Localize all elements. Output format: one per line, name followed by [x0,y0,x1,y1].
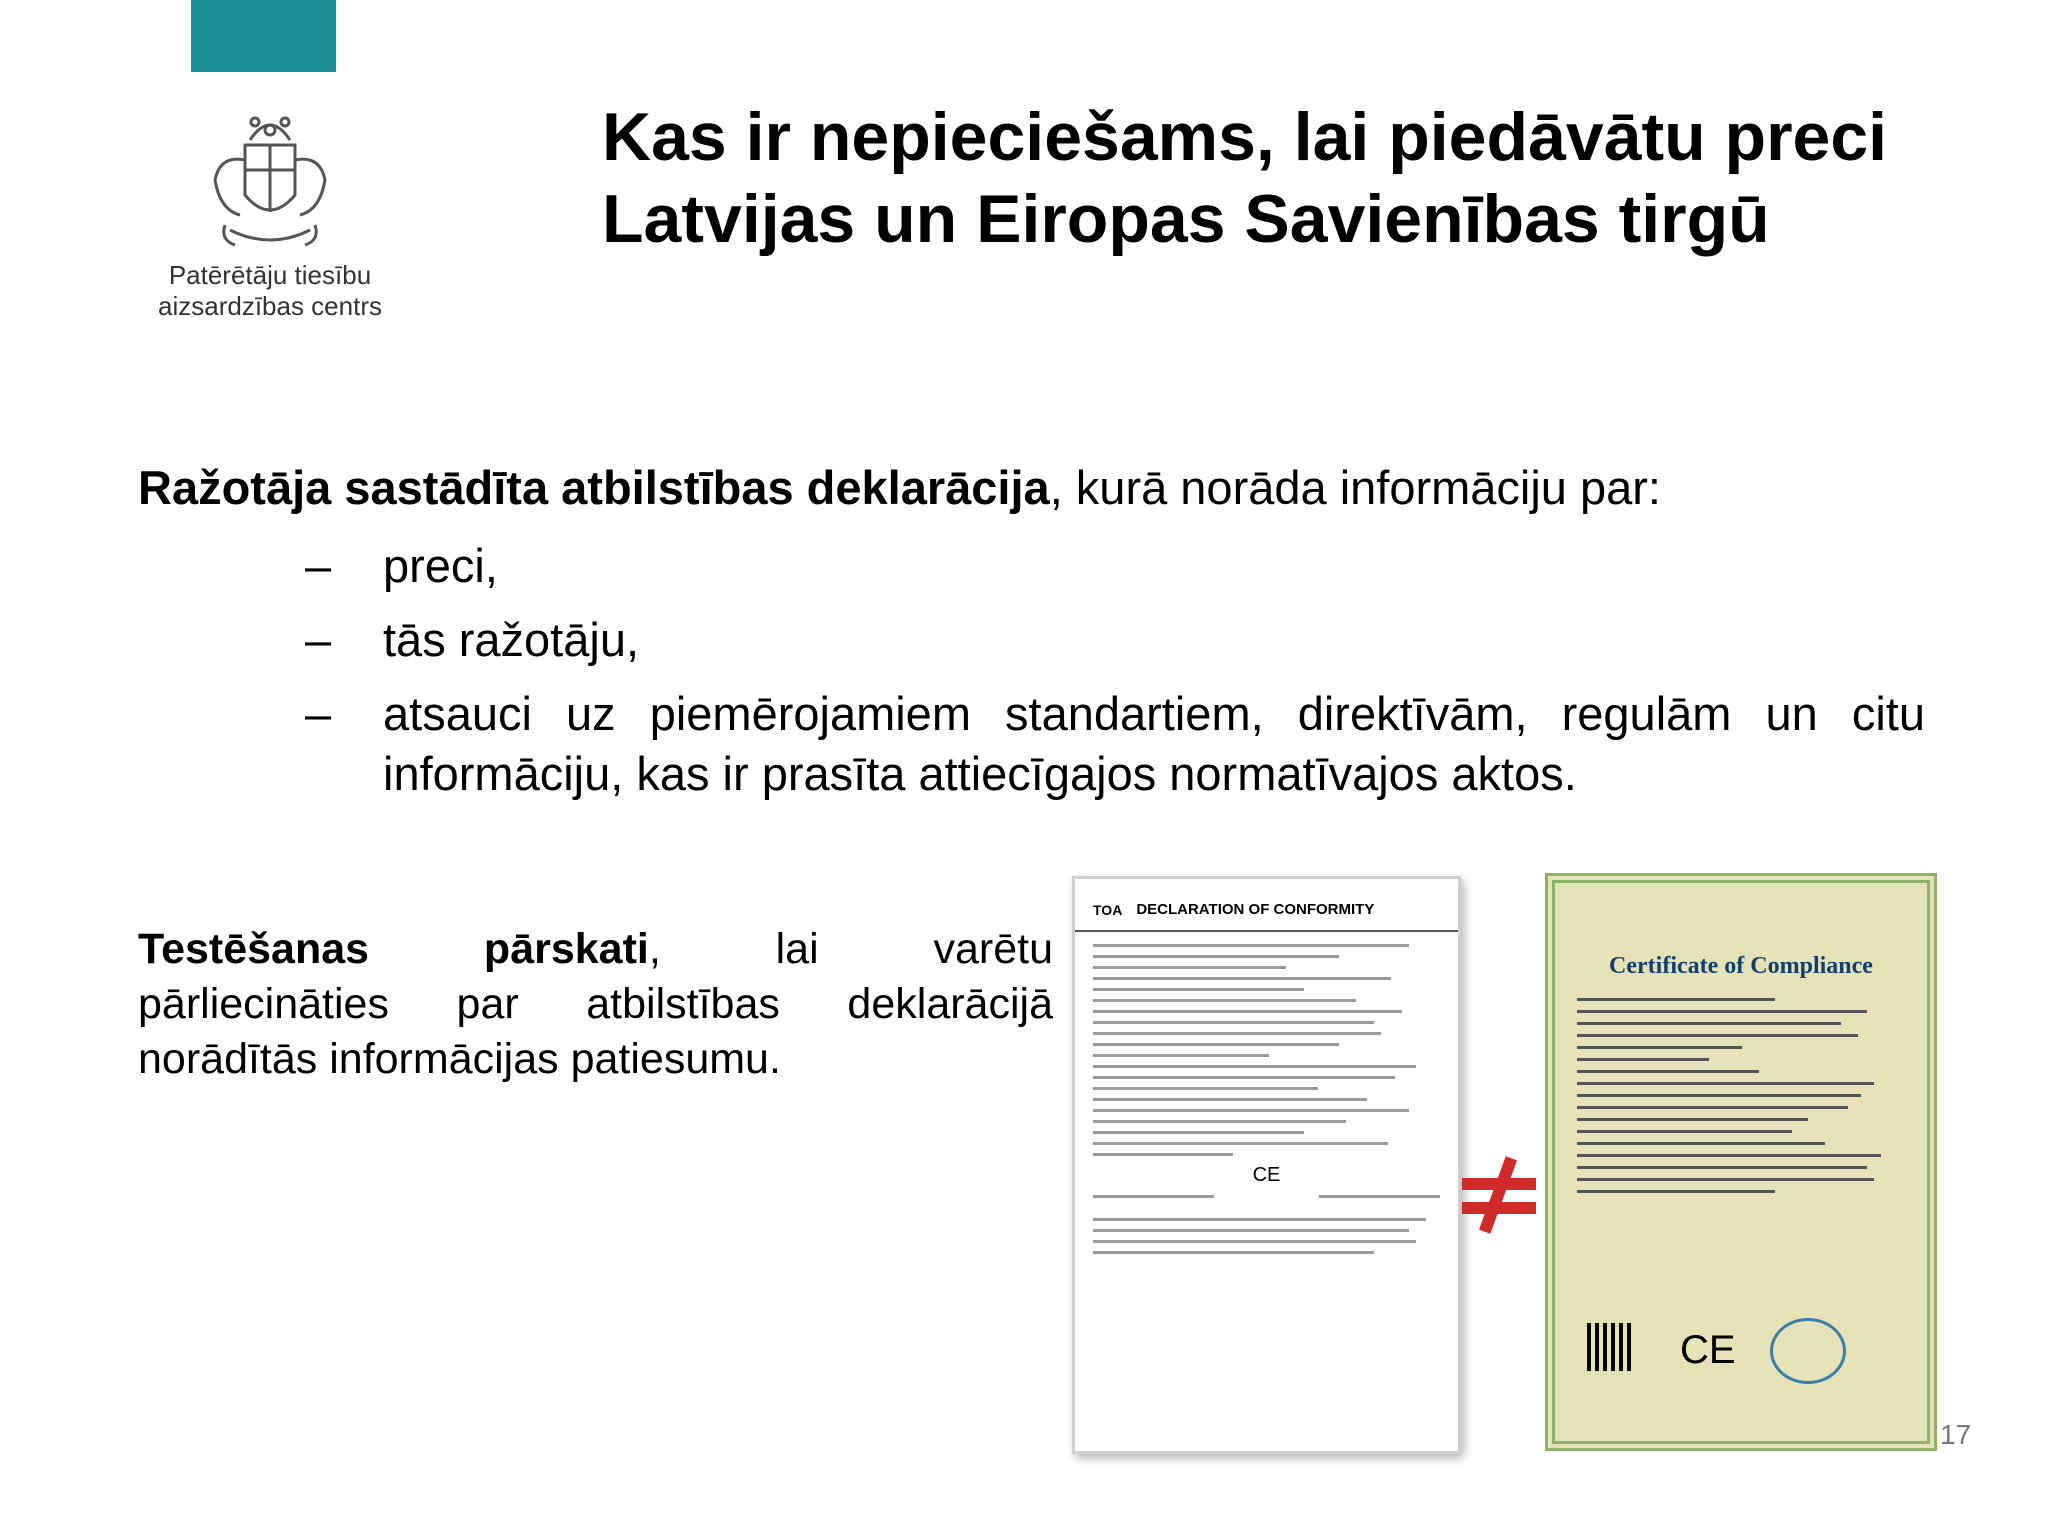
bullet-dash: – [305,539,332,592]
page-number: 17 [1940,1419,1972,1450]
bullet-item [300,536,1925,596]
testing-rest-text: , lai varētu [648,925,1054,973]
approval-stamp-icon [1770,1318,1846,1384]
bullet-text: preci, [383,539,498,592]
certificate-of-compliance-image [1545,873,1937,1451]
signature-area [1075,1195,1458,1206]
declaration-rest-text: , kurā norāda informāciju par: [1049,461,1661,514]
logo-text-line-2: aizsardzības centrs [158,291,382,321]
declaration-of-conformity-image [1072,876,1461,1454]
declaration-intro [138,458,1661,518]
certificate-body-text [1555,980,1927,1193]
testing-line-2: pārliecināties par atbilstības deklarācijā [138,980,1053,1028]
declaration-header [1075,879,1458,932]
declaration-bullet-list [300,536,1925,818]
toa-logo: TOA [1093,901,1123,918]
logo-text-line-1: Patērētāju tiesību [168,260,372,290]
bullet-text: tās ražotāju, [383,613,640,666]
ce-mark: CE [1680,1328,1736,1372]
not-equal-icon [1460,1152,1538,1236]
bullet-item [300,610,1925,670]
testing-line-1 [138,922,1053,977]
title-line-1: Kas ir nepieciešams, lai piedāvātu preci [602,99,1888,175]
title-line-2: Latvijas un Eiropas Savienības tirgū [602,181,1770,257]
organization-logo [140,100,400,340]
accent-bar [191,0,336,72]
testing-line-3: norādītās informācijas patiesumu. [138,1035,781,1083]
bullet-item [300,684,1925,804]
testing-bold-text: Testēšanas pārskati [138,925,649,973]
qr-code-icon [1587,1323,1635,1371]
declaration-bold-text: Ražotāja sastādīta atbilstības deklarācija [138,461,1050,514]
bullet-dash: – [305,687,332,740]
bullet-text: atsauci uz piemērojamiem standartiem, direktīvām, regulām un citu informāciju, kas ir prasīta attiecīgajos normatīvajos aktos. [383,687,1925,800]
bullet-dash: – [305,613,332,666]
declaration-title: DECLARATION OF CONFORMITY [1136,901,1375,918]
ce-mark: CE [1252,1164,1281,1186]
declaration-footer-text [1075,1206,1458,1254]
declaration-body-text [1075,932,1458,1156]
page-title [602,96,2002,260]
testing-reports-text [138,922,1053,1087]
coat-of-arms-icon [190,100,350,260]
certificate-title: Certificate of Compliance [1609,953,1873,979]
